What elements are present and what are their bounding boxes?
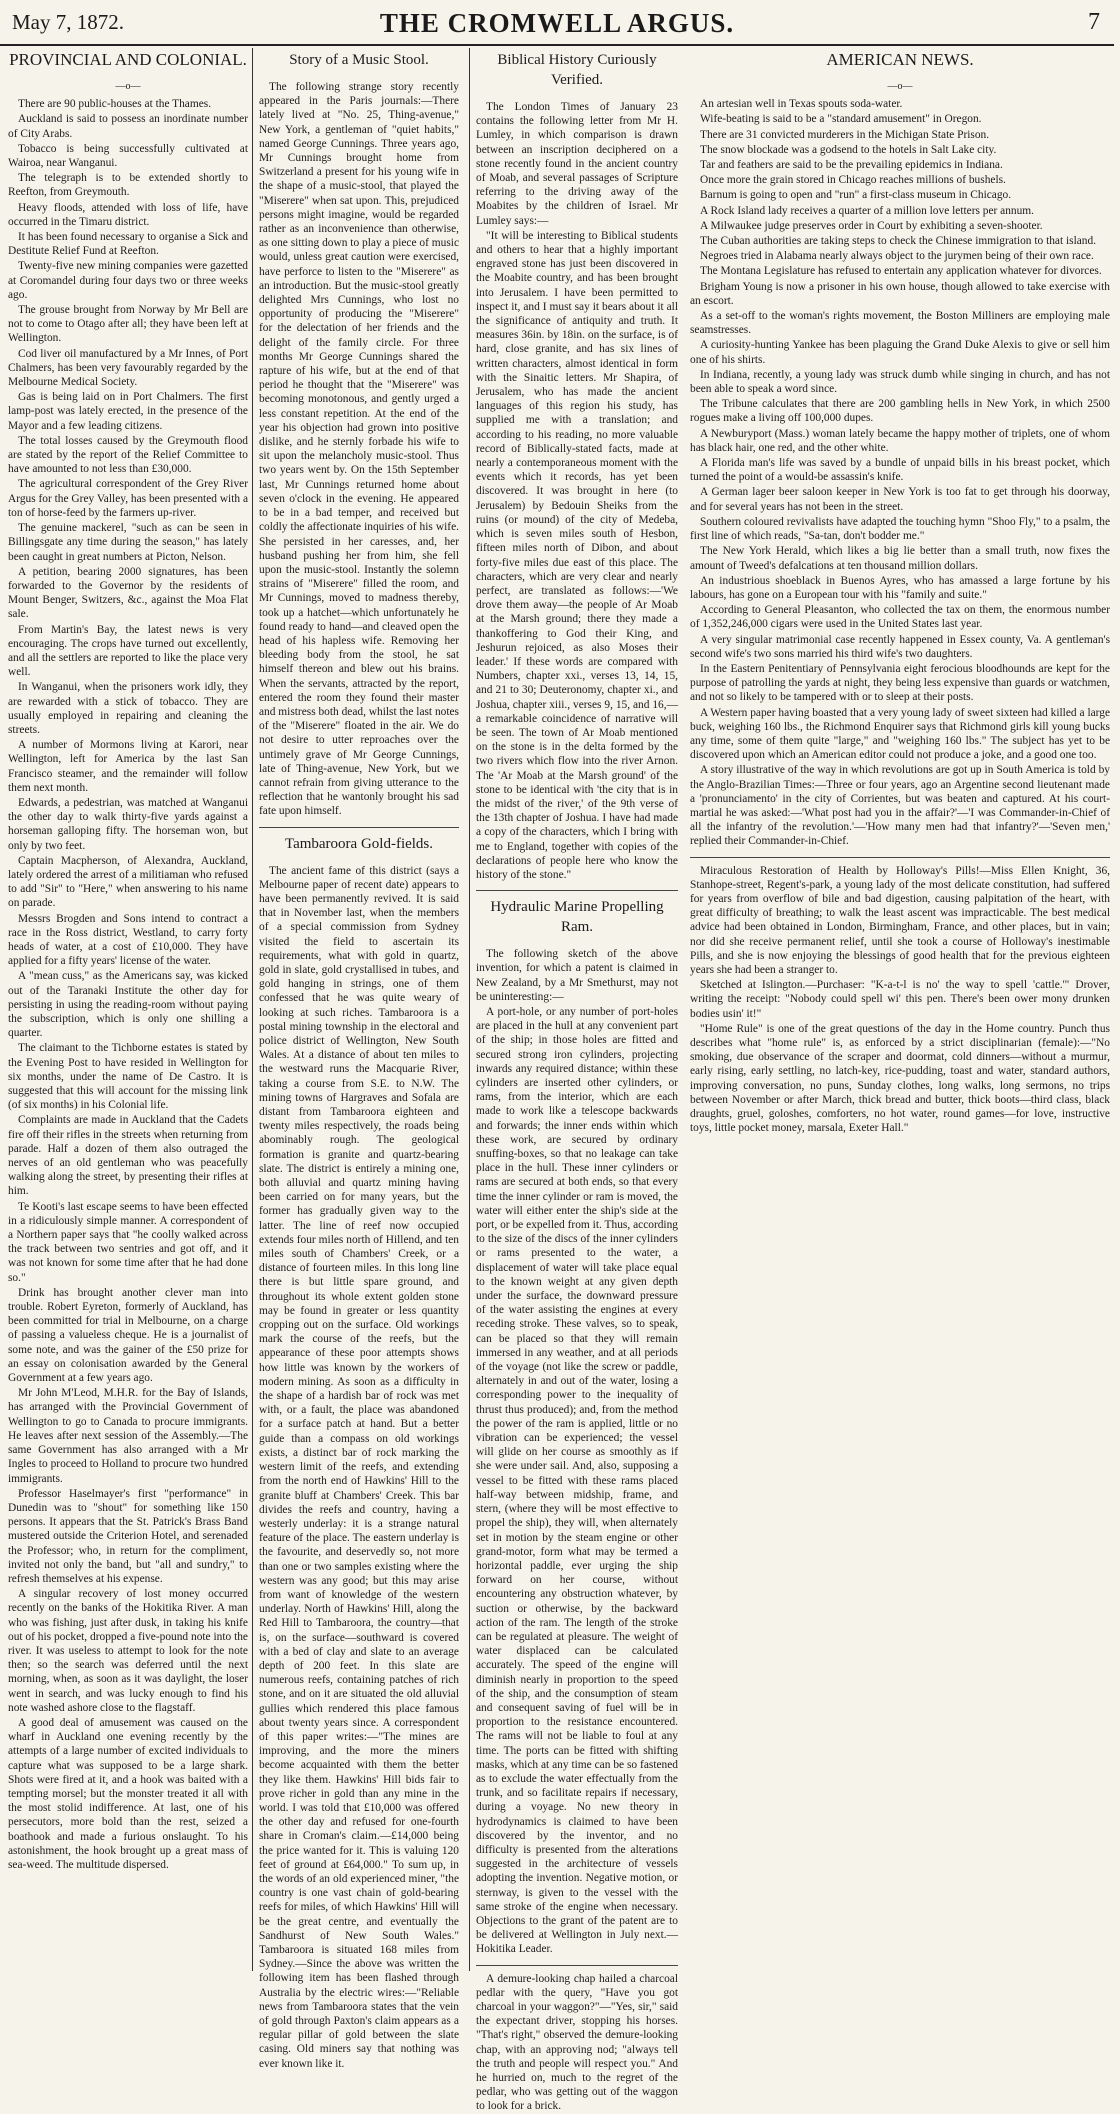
paragraph: The snow blockade was a godsend to the hotels in Salt Lake city. <box>700 143 997 156</box>
paragraph: Mr John M'Leod, M.H.R. for the Bay of Islands, has arranged with the Provincial Government of Wellington to go to Canada to procure immigrants. He leaves after next session of the Assembly.—The same Government has also arranged with a Mr Ingles to proceed to Holland to procure two hundred immigrants. <box>8 1387 248 1485</box>
paragraph: The following strange story recently appeared in the Paris journals:—There lately lived at "No. 25, Thing-avenue," New York, a gentleman of "quiet habits," named George Cunnings. Three years ago, Mr Cunnings brought home from Switzerland a present for his young wife in the shape of a music-stool, that played the "Miserere" when sat upon. This, prejudiced persons might imagine, would be regarded rather as an inconvenience than otherwise, as one sitting down to play a piece of music would, unless great caution were exercised, have perforce to listen to the "Miserere" as an introduction. But the music-stool greatly delighted Mrs Cunnings, who lost no opportunity of producing the "Miserere" for the delectation of her friends and the delight of the family circle. For three months Mr George Cunnings shared the rapture of his wife, but at the end of that period he thought that the "Miserere" was becoming monotonous, and gently urged a less constant repetition. At the end of the year his objection had grown into positive dislike, and he sternly forbade his wife to sit upon the melancholy music-stool. Thus two years went by. On the 15th September last, Mr Cunnings returned home about seven o'clock in the evening. He appeared to be in a bad temper, and received but coldly the affectionate inquiries of his wife. She persisted in her caresses, and, her husband pushing her from him, she fell upon the music-stool. Instantly the solemn strains of "Miserere" filled the room, and Mr Cunnings, moved to madness thereby, took up a hatchet—which unfortunately he found ready to hand—and cleaved open the head of his hapless wife. Removing her bleeding body from the stool, he sat himself thereon and blew out his brains. When the servants, attracted by the report, entered the room they found their master and mistress both dead, whilst the last notes of the "Miserere" floated in the air. We do not desire to utter reproaches over the untimely grave of Mr George Cunnings, late of Thing-avenue, New York, but we cannot refrain from giving utterance to the reflection that he wantonly brought his sad fate upon himself. <box>259 81 459 818</box>
paragraph: It has been found necessary to organise a Sick and Destitute Relief Fund at Reefton. <box>8 231 248 258</box>
paragraph: The New York Herald, which likes a big lie better than a small truth, now fixes the amount of Tweed's defalcations at ten thousand million dollars. <box>690 545 1110 572</box>
newspaper-title: THE CROMWELL ARGUS. <box>379 8 735 38</box>
paragraph: A Western paper having boasted that a very young lady of sweet sixteen had killed a large buck, weighing 160 lbs., the Richmond Enquirer says that Richmond girls kill young bucks any time, some of them quite "large," and "weighing 160 lbs." The subject has yet to be discovered upon which an American editor could not produce a joke, and a good one too. <box>690 706 1110 762</box>
section-divider <box>476 1965 678 1966</box>
paragraph: Auckland is said to possess an inordinate number of City Arabs. <box>8 113 248 140</box>
biblical-body <box>476 100 678 882</box>
paragraph: From Martin's Bay, the latest news is very encouraging. The crops have turned out excellently, and all the settlers are reported to like the place very well. <box>8 623 248 679</box>
section-divider <box>476 890 678 891</box>
section-heading-american: AMERICAN NEWS. <box>826 50 974 69</box>
islington-anecdote: Sketched at Islington.—Purchaser: "K-a-t-l is no' the way to spell 'cattle.'" Drover, writing the receipt: "Nobody could spell wi' this pen. There's been ower mony drunken bodies usin' it!" <box>690 979 1110 1020</box>
tambaroora-body <box>259 864 459 2071</box>
column-group-middle <box>252 48 678 2113</box>
section-heading-hydraulic: Hydraulic Marine Propelling Ram. <box>490 899 664 936</box>
paragraph: Once more the grain stored in Chicago reaches millions of bushels. <box>700 174 1006 187</box>
paragraph: A number of Mormons living at Karori, near Wellington, left for America by the last San Francisco steamer, and the remainder will follow them next month. <box>8 739 248 794</box>
paragraph: A Newburyport (Mass.) woman lately became the happy mother of triplets, one of whom has black hair, one red, and the other white. <box>690 427 1110 454</box>
paragraph: "It will be interesting to Biblical students and others to hear that a highly important engraved stone has just been discovered in the Moabite country, and has been brought into Jerusalem. I have been permitted to inspect it, and I must say it bears about it all the significance of antiquity and truth. It measures 36in. by 18in. on the surface, is of hard, close granite, and has six lines of written characters, almost identical in form with the Sinaitic letters. Mr Shapira, of Jerusalem, who has made the ancient languages of this region his study, has supplied me with a translation; and according to his reading, no more valuable record of Biblically-stated facts, made at nearly a contemporaneous moment with the events which it records, has yet been discovered. It was brought in here (to Jerusalem) by Bedouin Sheiks from the ruins (or mound) of the city of Medeba, which is seven miles south of Hesbon, fifteen miles north of Dibon, and about forty-five miles due east of this place. The characters, which are very clear and nearly perfect, are translated as follows:—'We drove them away—the people of Ar Moab at the Marsh ground; there they made a thankoffering to God their King, and Jeshurun rejoiced, as also Moses their leader.' If these words are compared with Numbers, chapter xxi., verses 13, 14, 15, and 21 to 30; Deuteronomy, chapter xi., and Joshua, chapter xiii., verses 9, 15, and 16,—a remarkable coincidence of narrative will be seen. The town of Ar Moab mentioned on the stone is in the delta formed by the two rivers which flow into the river Arnon. The 'Ar Moab at the Marsh ground' of the stone to be identical with 'the city that is in the midst of the river,' of the 9th verse of the 13th chapter of Joshua. I have had made a copy of the characters, which I bring with me to England, together with copies of the declarations of people here who know the history of the stone." <box>476 229 678 881</box>
paragraph: The grouse brought from Norway by Mr Bell are not to come to Otago after all; they have been left at Wellington. <box>8 304 248 345</box>
paragraph: A Milwaukee judge preserves order in Court by exhibiting a seven-shooter. <box>700 219 1043 232</box>
paragraph: Complaints are made in Auckland that the Cadets fire off their rifles in the streets when returning from parade. Half a dozen of them also outraged the nerves of an old gentleman who was peacefully walking along the street, by presenting their rifles at him. <box>8 1114 248 1198</box>
music-stool-body <box>259 80 459 819</box>
paragraph: A singular recovery of lost money occurred recently on the banks of the Hokitika River. A man who was fishing, just after dusk, in taking his knife out of his pocket, dropped a five-pound note into the river. It was useless to attempt to look for the note then; so the search was deferred until the next morning, when, as soon as it was daylight, the loser went in search, and was lucky enough to find his note washed ashore close to the flagstaff. <box>8 1588 248 1714</box>
paragraph: Cod liver oil manufactured by a Mr Innes, of Port Chalmers, has been very favourably regarded by the Melbourne Medical Society. <box>8 347 248 389</box>
column-biblical <box>469 48 678 2113</box>
paragraph: Twenty-five new mining companies were gazetted at Coromandel during four days two or three weeks ago. <box>8 260 248 301</box>
section-heading-music-stool: Story of a Music Stool. <box>289 52 429 68</box>
paragraph: The ancient fame of this district (says a Melbourne paper of recent date) appears to have been permanently revived. It is said that in November last, when the members of a special commission from Sydney visited the field to ascertain its requirements, what with gold in quartz, gold in slate, gold crystallised in tubes, and gold hanging in strings, one of them confessed that he was quite weary of looking at such riches. Tambaroora is a postal mining township in the electoral and police district of Wellington, New South Wales. At a distance of about ten miles to the westward runs the Macquarie River, taking a course from S.E. to N.W. The mining towns of Hargraves and Sofala are distant from Tambaroora eighteen and twenty miles respectively, the roads being abominably rough. The geological formation is granite and quartz-bearing slate. The district is entirely a mining one, both alluvial and quartz mining having been carried on for many years, but the former has gradually given way to the latter. The line of reef now occupied extends four miles north of Hillend, and ten miles south of Chambers' Creek, or a distance of fourteen miles. In this long line there is but little spare ground, and throughout its whole extent golden stone may be found in greater or less quantity cropping out on the surface. Old workings mark the course of the reefs, but the appearance of these poor attempts shows how little was known by the workers of modern mining. As soon as a difficulty in the shape of a hardish bar of rock was met with, or a fault, the place was abandoned for a surface patch at hand. But a better guide than a compass on old workings exists, a distinct bar of rock marking the western limit of the reefs, and extending from the north end of Hawkins' Hill to the granite bluff at Chambers' Creek. This bar divides the reefs and country, having a westerly underlay: it is a strange natural feature of the place. The eastern underlay is the favourite, and deservedly so, not more than one or two samples existing where the western was any good; but this may arise from want of knowledge of the western underlay. North of Hawkins' Hill, along the Red Hill to Tambaroora, the country—that is, on the surface—southward is covered with a bed of clay and slate to an average depth of 200 feet. In this slate are numerous reefs, containing patches of rich stone, and on it are situated the old alluvial gullies which rendered this place famous about twenty years since. A correspondent of this paper writes:—"The mines are improving, and the more the miners become acquainted with them the better they like them. Hawkins' Hill bids fair to prove richer in gold than any mine in the world. I was told that £10,000 was offered the other day and refused for one-fourth share in Croman's claim.—£14,000 being the price wanted for it. This is valuing 120 feet of ground at £64,000." To sum up, in the words of an old experienced miner, "the country is one vast chain of gold-bearing reefs for miles, of which Hawkins' Hill will be the great centre, and eventually the Sandhurst of New South Wales." Tambaroora is situated 168 miles from Sydney.—Since the above was written the following item has been flashed through Australia by the electric wires:—"Reliable news from Tambaroora states that the vein of gold through Paxton's claim appears as a regular pillar of gold between the slate casing. Old miners say that nothing was ever known like it. <box>259 864 459 2070</box>
paragraph: A very singular matrimonial case recently happened in Essex county, Va. A gentleman's second wife's two sons married his third wife's two daughters. <box>690 633 1110 660</box>
paragraph: A Florida man's life was saved by a bundle of unpaid bills in his breast pocket, which turned the point of a would-be assassin's knife. <box>690 457 1110 484</box>
section-rule: —o— <box>887 81 913 92</box>
page-number: 7 <box>1088 9 1100 35</box>
paragraph: Tobacco is being successfully cultivated at Wairoa, near Wanganui. <box>8 142 248 170</box>
paragraph: Brigham Young is now a prisoner in his own house, though allowed to take exercise with an escort. <box>690 280 1110 307</box>
paragraph: Te Kooti's last escape seems to have been effected in a ridiculously simple manner. A correspondent of a Northern paper says that "he coolly walked across the track between two sentries and got off, and it was not known for some time after that he had done so." <box>8 1200 248 1284</box>
paragraph: The Cuban authorities are taking steps to check the Chinese immigration to that island. <box>700 235 1097 248</box>
section-rule: —o— <box>115 81 141 92</box>
hydraulic-body <box>476 947 678 1956</box>
paragraph: Drink has brought another clever man into trouble. Robert Eyreton, formerly of Auckland, has been committed for trial in Melbourne, on a charge of passing a valueless cheque. He is a journalist of some note, and was the gainer of the £50 prize for an essay on colonisation awarded by the General Government at a few years ago. <box>8 1286 248 1385</box>
paragraph: According to General Pleasanton, who collected the tax on them, the enormous number of 1,352,246,000 cigars were used in the United States last year. <box>690 604 1110 631</box>
paragraph: Heavy floods, attended with loss of life, have occurred in the Timaru district. <box>8 201 248 228</box>
paragraph: Gas is being laid on in Port Chalmers. The first lamp-post was lately erected, in the presence of the Mayor and a few leading citizens. <box>8 391 248 432</box>
paragraph: A story illustrative of the way in which revolutions are got up in South America is told by the Anglo-Brazilian Times:—Three or four years, ago an Argentine second lieutenant made a 'pronunciamento' in the city of Corrientes, but was beaten and captured. At his court-martial he was asked:—'What post had you in the affair?'—'I was Commander-in-Chief of all the infantry of the revolution.'—'How many men had that infantry?'—'Seven men,' replied their Commander-in-Chief. <box>690 764 1110 848</box>
provincial-items <box>8 97 248 1872</box>
paragraph: There are 90 public-houses at the Thames. <box>18 98 212 111</box>
paragraph: Negroes tried in Alabama nearly always object to the jurymen being of their own race. <box>700 250 1094 263</box>
paragraph: The Montana Legislature has refused to entertain any application whatever for divorces. <box>700 265 1102 278</box>
section-heading-tambaroora: Tambaroora Gold-fields. <box>284 835 434 852</box>
paragraph: A German lager beer saloon keeper in New York is too fat to get through his doorway, and for several years has not been in the street. <box>690 486 1110 513</box>
paragraph: A curiosity-hunting Yankee has been plaguing the Grand Duke Alexis to give or sell him one of his shirts. <box>690 339 1110 366</box>
masthead <box>0 0 1114 46</box>
paragraph: Professor Haselmayer's first "performance" in Dunedin was to "shout" for something like 150 persons. It appears that the St. Patrick's Brass Band mustered outside the Criterion Hotel, and serenaded the Professor; who, in return for the compliment, invited not only the band, but "all and sundry," to refresh themselves at his expense. <box>8 1487 248 1585</box>
section-heading-biblical: Biblical History Curiously Verified. <box>497 52 657 88</box>
paragraph: Tar and feathers are said to be the prevailing epidemics in Indiana. <box>700 159 1003 172</box>
paragraph: Messrs Brogden and Sons intend to contract a race in the Ross district, Westland, to carry forty heads of water, at a cost of £10,000. They have applied for a fifty years' license of the water. <box>8 912 248 968</box>
paragraph: Wife-beating is said to be a "standard amusement" in Oregon. <box>700 113 982 126</box>
holloway-advert: Miraculous Restoration of Health by Holloway's Pills!—Miss Ellen Knight, 36, Stanhope-street, Regent's-park, a young lady of the most delicate constitution, had suffered for years from overflow of bile and bad digestion, causing palpitation of the heart, with great difficulty of breathing; to walk the least ascent was impracticable. The best medical advice had been obtained in London, Birmingham, France, and other places, but in vain; nor did she receive permanent relief, until she took a course of Holloway's inestimable Pills, and she is now enjoying the blessings of good health that for the previous eighteen years she had been a stranger to. <box>690 864 1110 976</box>
paragraph: The agricultural correspondent of the Grey River Argus for the Grey Valley, has been presented with a ton of horse-feed by the farmers up-river. <box>8 478 248 519</box>
section-heading-provincial: PROVINCIAL AND COLONIAL. <box>9 50 247 69</box>
paragraph: The Tribune calculates that there are 200 gambling hells in New York, in which 2500 rogues make a living off 100,000 dupes. <box>690 398 1110 425</box>
section-divider <box>690 857 1110 858</box>
paragraph: A good deal of amusement was caused on the wharf in Auckland one evening recently by the attempts of a large number of excited individuals to capture what was supposed to be a large shark. Shots were fired at it, and a hook was baited with a tempting morsel; but the monster treated it all with the most stolid indifference. At last, one of his persecutors, more bold than the rest, seized a boathook and made a furious onslaught. To his astonishment, the hook brought up a great mass of sea-weed. The multitude dispersed. <box>8 1716 248 1871</box>
paragraph: A petition, bearing 2000 signatures, has been forwarded to the Governor by the residents of Mount Benger, Switzers, &c., against the Moa Flat sale. <box>8 565 248 621</box>
paragraph: Captain Macpherson, of Alexandra, Auckland, lately ordered the arrest of a militiaman who refused to add "Sir" to "Here," when answering to his name on parade. <box>8 854 248 910</box>
paragraph: In Indiana, recently, a young lady was struck dumb while singing in church, and has not been able to speak a word since. <box>690 368 1110 396</box>
issue-date: May 7, 1872. <box>12 10 124 34</box>
column-provincial <box>8 48 254 1971</box>
paragraph: Southern coloured revivalists have adapted the touching hymn "Shoo Fly," to a psalm, the first line of which reads, "Sa-tan, don't bodder me." <box>690 515 1110 543</box>
paragraph: A "mean cuss," as the Americans say, was kicked out of the Taranaki Institute the other day for persisting in using the reading-room without paying the subscription, which is only one shilling a quarter. <box>8 970 248 1040</box>
paragraph: An industrious shoeblack in Buenos Ayres, who has amassed a large fortune by his labours, has gone on a European tour with his "family and suite." <box>690 574 1110 601</box>
paragraph: Edwards, a pedestrian, was matched at Wanganui the other day to walk thirty-five yards against a horseman galloping fifty. The horseman won, but only by two feet. <box>8 796 248 852</box>
paragraph: The genuine mackerel, "such as can be seen in Billingsgate any time during the season," has lately been caught in great numbers at Picton, Nelson. <box>8 522 248 563</box>
charcoal-anecdote: A demure-looking chap hailed a charcoal pedlar with the query, "Have you got charcoal in your waggon?"—"Yes, sir," said the expectant driver, stopping his horses. "That's right," observed the demure-looking chap, with an approving nod; "always tell the truth and people will respect you." And he hurried on, much to the regret of the pedlar, who was getting out of the waggon to look for a brick. <box>476 1972 678 2113</box>
paragraph: Barnum is going to open and "run" a first-class museum in Chicago. <box>700 189 1012 202</box>
paragraph: An artesian well in Texas spouts soda-water. <box>700 98 903 111</box>
paragraph: A Rock Island lady receives a quarter of a million love letters per annum. <box>700 204 1035 217</box>
paragraph: The following sketch of the above invention, for which a patent is claimed in New Zealand, by a Mr Smethurst, may not be uninteresting:— <box>476 948 678 1003</box>
american-items <box>690 97 1110 848</box>
section-divider <box>259 827 459 828</box>
paragraph: In Wanganui, when the prisoners work idly, they are rewarded with a stick of tobacco. They are usually employed in repairing and cleaning the streets. <box>8 681 248 736</box>
paragraph: The London Times of January 23 contains the following letter from Mr H. Lumley, in which comparison is drawn between an inscription deciphered on a stone recently found in the ancient country of Moab, and several passages of Scripture referring to the driving away of the Moabites by the children of Israel. Mr Lumley says:— <box>476 101 678 227</box>
paragraph: The total losses caused by the Greymouth flood are stated by the report of the Relief Committee to have amounted to not less than £30,000. <box>8 434 248 476</box>
column-american <box>680 48 1120 1971</box>
paragraph: The claimant to the Tichborne estates is stated by the Evening Post to have resided in Wellington for six months, under the name of De Castro. It is suggested that this will account for the missing link (of six months) in his Colonial life. <box>8 1042 248 1112</box>
paragraph: As a set-off to the woman's rights movement, the Boston Milliners are employing male seamstresses. <box>690 310 1110 337</box>
paragraph: The telegraph is to be extended shortly to Reefton, from Greymouth. <box>8 172 248 199</box>
column-story <box>259 48 459 2070</box>
paragraph: In the Eastern Penitentiary of Pennsylvania eight ferocious bloodhounds are kept for the purpose of patrolling the yards at night, they being less expensive than guards or watchmen, and not so likely to be tampered with or to sleep at their posts. <box>690 662 1110 704</box>
paragraph: There are 31 convicted murderers in the Michigan State Prison. <box>700 128 990 141</box>
home-rule-item: "Home Rule" is one of the great questions of the day in the Home country. Punch thus describes what "home rule" is, as enforced by a strict disciplinarian (female):—"No smoking, due observance of the scraper and doormat, cold dinners—without a murmur, early rising, early settling, no latch-key, rice-pudding, toast and water, standard authors, improving conversation, no puns, Sunday clothes, long walks, long sermons, no trips between November or after March, thick bread and butter, thick boots—third class, black draughts, gruel, goloshes, comforters, no hot water, round games—for love, instructive toys, little pocket money, marsala, Exeter Hall." <box>690 1022 1110 1135</box>
paragraph: A port-hole, or any number of port-holes are placed in the hull at any convenient part of the ship; in those holes are fitted and secured strong iron cylinders, projecting inwards any required distance; within these cylinders are inserted other cylinders, or rams, from the interior, which are each made to work like a telescope backwards and forwards; the inner ends within which these work, are secured by ordinary snuffing-boxes, so that no leakage can take place in the hull. These inner cylinders or rams are secured at both ends, so that every time the inner cylinder or ram is moved, the water will either enter the ship's side at the port, or be expelled from it. Thus, according to the size of the discs of the inner cylinders or rams presented to the water, a displacement of water will take place equal to the known weight at any given depth under the surface, the downward pressure of the water assisting the engines at every receding stroke. These valves, so to speak, can be placed so that they will remain immersed in any weather, and at all periods of the voyage (not like the screw or paddle, alternately in and out of the water, losing a corresponding power to the inequality of thrust thus produced); and, from the method the power of the ram is applied, little or no vibration can be experienced; the vessel will glide on her course as smoothly as if she were under sail. And, also, supposing a vessel to be fitted with these rams placed half-way between midship, frame, and stern, (where they will be most effective to propel the ship), they will, when alternately set in motion by the steam engine or other grand-motor, form what may be termed a horizontal paddle, ever urging the ship forward on her course, without encountering any obstruction whatever, by suction or otherwise, by the backward action of the ram. The length of the stroke can be regulated at pleasure. The weight of water displaced can be calculated accurately. The speed of the engine will diminish nearly in proportion to the speed of the ship, and the consumption of steam and consequent saving of fuel will be in proportion to the resistance encountered. The rams will not be liable to foul at any time. The ports can be fitted with shifting masks, which at any time can be so fastened as to exclude the water effectually from the trunk, and so facilitate repairs if necessary, during a voyage. No new theory in hydrodynamics is claimed to have been discovered by the inventor, and no difficulty is presented from the alterations suggested in the architecture of vessels adopting the invention. Negative motion, or sternway, is given to the vessel with the same stroke of the engine when necessary. Objections to the grant of the patent are to be delivered at Wellington in July next.—Hokitika Leader. <box>476 1005 678 1956</box>
